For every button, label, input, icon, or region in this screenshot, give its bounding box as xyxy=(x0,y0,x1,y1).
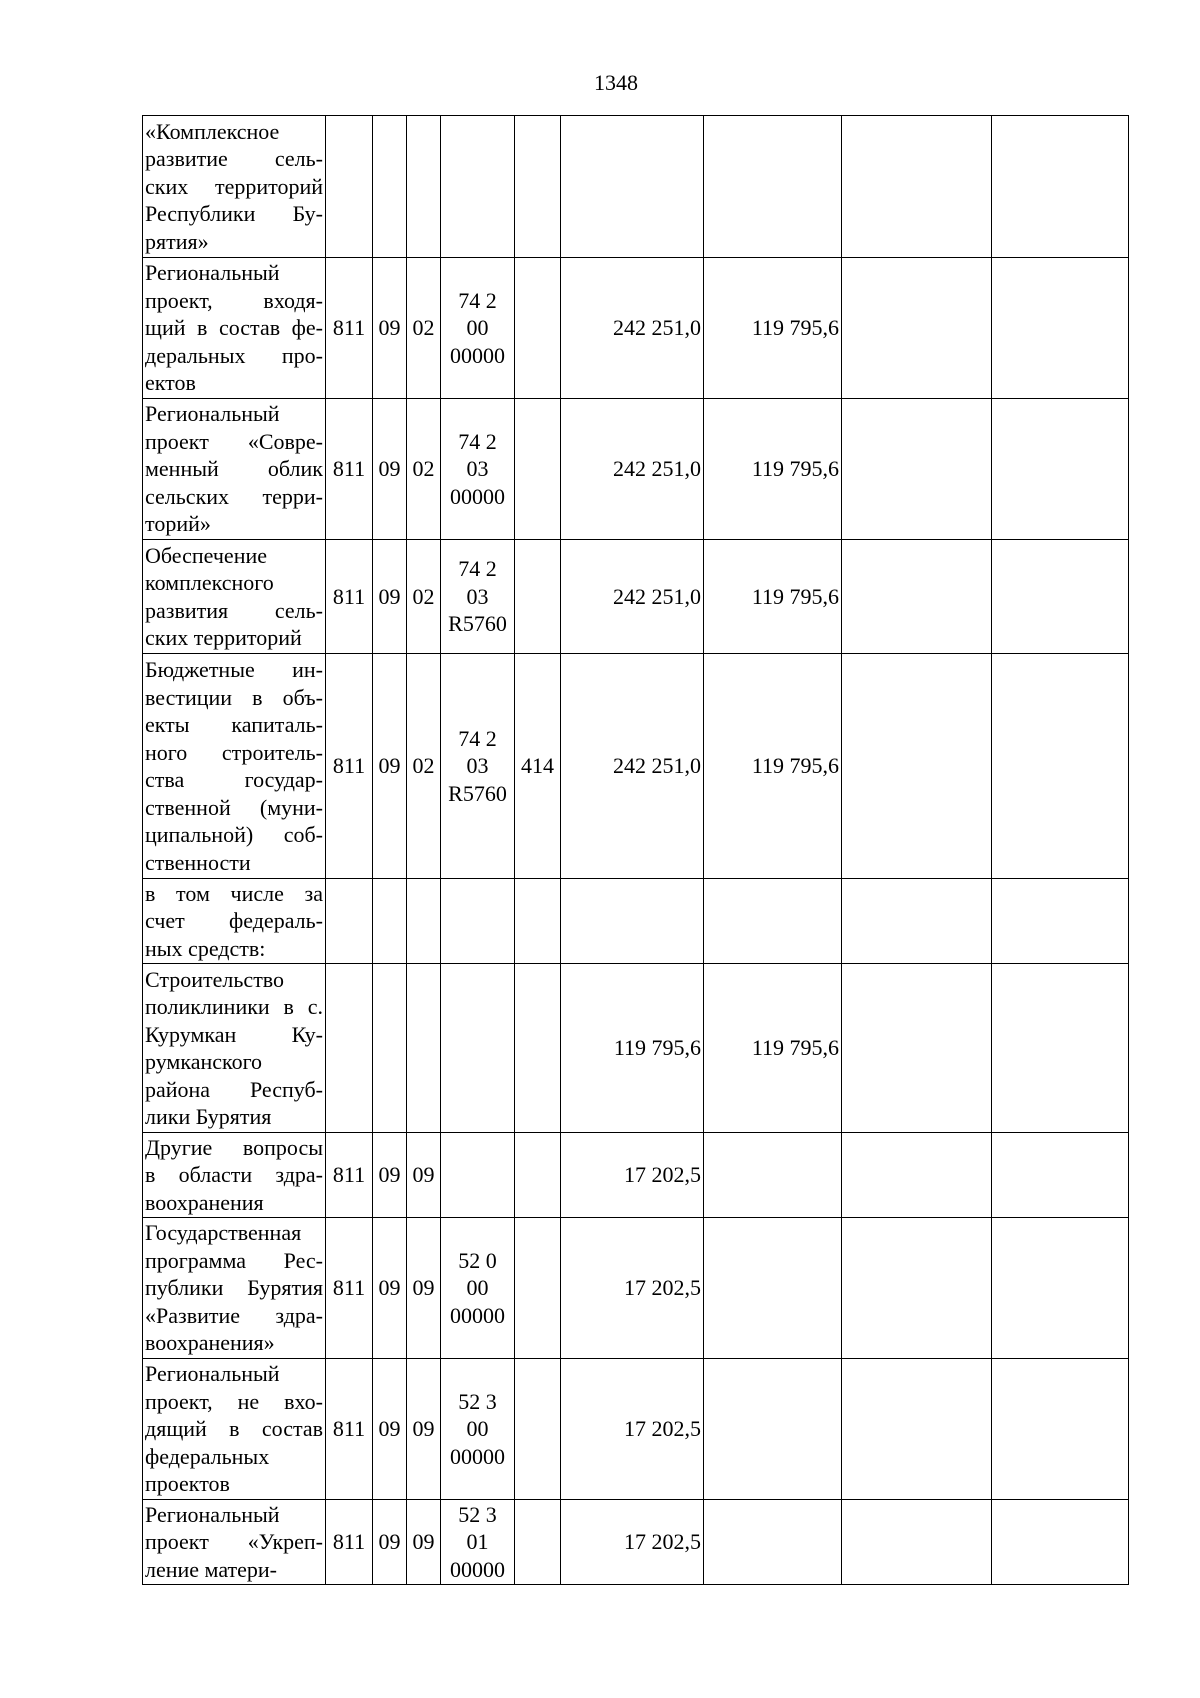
row-name-line: менный облик xyxy=(145,456,323,482)
expense-type-code xyxy=(515,879,561,964)
subsection-code: 02 xyxy=(407,258,441,399)
row-name xyxy=(143,1218,326,1359)
amount-1: 242 251,0 xyxy=(561,654,704,879)
expense-type-code xyxy=(515,116,561,258)
subsection-code: 09 xyxy=(407,1133,441,1218)
table-row xyxy=(143,540,1129,654)
ved-code: 811 xyxy=(326,1218,373,1359)
row-name-line: публики Бурятия xyxy=(145,1275,323,1301)
expense-type-code xyxy=(515,1218,561,1359)
amount-2 xyxy=(704,1133,842,1218)
amount-3 xyxy=(842,1500,992,1585)
section-code: 09 xyxy=(373,1500,407,1585)
row-name-line: федеральных xyxy=(145,1443,270,1469)
row-name-line: Региональный xyxy=(145,401,280,427)
amount-1: 17 202,5 xyxy=(561,1133,704,1218)
amount-3 xyxy=(842,258,992,399)
target-article-code xyxy=(441,116,515,258)
expense-type-code xyxy=(515,1133,561,1218)
section-code xyxy=(373,879,407,964)
row-name-line: программа Рес- xyxy=(145,1247,323,1273)
expense-type-code xyxy=(515,540,561,654)
table-row xyxy=(143,1218,1129,1359)
amount-1 xyxy=(561,116,704,258)
ved-code: 811 xyxy=(326,1359,373,1500)
row-name xyxy=(143,116,326,258)
row-name-line: проект, не вхо- xyxy=(145,1388,323,1414)
amount-3 xyxy=(842,116,992,258)
row-name-line: проект «Укреп- xyxy=(145,1529,323,1555)
section-code: 09 xyxy=(373,654,407,879)
target-article-code: 74 2 00 00000 xyxy=(441,258,515,399)
row-name-line: ципальной) соб- xyxy=(145,822,323,847)
row-name-line: поликлиники в с. xyxy=(145,994,323,1019)
amount-2 xyxy=(704,1500,842,1585)
subsection-code: 02 xyxy=(407,540,441,654)
amount-1: 17 202,5 xyxy=(561,1359,704,1500)
table-row xyxy=(143,1133,1129,1218)
amount-3 xyxy=(842,1133,992,1218)
row-name-line: ных средств: xyxy=(145,935,266,961)
row-name xyxy=(143,399,326,540)
row-name-line: рятия» xyxy=(145,228,209,254)
amount-4 xyxy=(992,399,1129,540)
subsection-code: 02 xyxy=(407,654,441,879)
row-name-line: дящий в состав xyxy=(145,1416,323,1442)
amount-1: 119 795,6 xyxy=(561,964,704,1133)
amount-3 xyxy=(842,540,992,654)
row-name-line: Региональный xyxy=(145,1361,280,1387)
row-name-line: Другие вопросы xyxy=(145,1134,323,1160)
target-article-code: 74 2 03 00000 xyxy=(441,399,515,540)
row-name-line: ственности xyxy=(145,849,251,875)
expense-type-code xyxy=(515,1359,561,1500)
row-name-line: екты капиталь- xyxy=(145,712,323,737)
row-name-line: воохранения xyxy=(145,1189,264,1215)
amount-2: 119 795,6 xyxy=(704,964,842,1133)
row-name-line: лики Бурятия xyxy=(145,1104,272,1129)
table-row xyxy=(143,964,1129,1133)
row-name-line: «Комплексное xyxy=(145,118,280,144)
row-name xyxy=(143,1359,326,1500)
section-code xyxy=(373,116,407,258)
amount-3 xyxy=(842,654,992,879)
section-code xyxy=(373,964,407,1133)
amount-4 xyxy=(992,258,1129,399)
row-name-line: в том числе за xyxy=(145,880,323,906)
ved-code xyxy=(326,879,373,964)
section-code: 09 xyxy=(373,1133,407,1218)
section-code: 09 xyxy=(373,1359,407,1500)
row-name xyxy=(143,964,326,1133)
target-article-code xyxy=(441,879,515,964)
target-article-code: 74 2 03 R5760 xyxy=(441,540,515,654)
row-name xyxy=(143,1500,326,1585)
row-name xyxy=(143,654,326,879)
amount-2 xyxy=(704,116,842,258)
row-name xyxy=(143,540,326,654)
row-name-line: Обеспечение xyxy=(145,542,267,568)
amount-1 xyxy=(561,879,704,964)
ved-code: 811 xyxy=(326,258,373,399)
row-name-line: развития сель- xyxy=(145,597,323,623)
section-code: 09 xyxy=(373,540,407,654)
amount-4 xyxy=(992,540,1129,654)
row-name-line: ектов xyxy=(145,370,196,396)
expense-type-code xyxy=(515,258,561,399)
row-name-line: Республики Бу- xyxy=(145,201,323,227)
expense-type-code: 414 xyxy=(515,654,561,879)
table-row xyxy=(143,116,1129,258)
table-row xyxy=(143,1359,1129,1500)
row-name-line: Бюджетные ин- xyxy=(145,657,323,682)
expense-type-code xyxy=(515,399,561,540)
row-name-line: комплексного xyxy=(145,570,274,595)
row-name-line: торий» xyxy=(145,511,211,537)
amount-2: 119 795,6 xyxy=(704,540,842,654)
row-name-line: ного строитель- xyxy=(145,739,323,765)
amount-4 xyxy=(992,654,1129,879)
amount-4 xyxy=(992,879,1129,964)
row-name-line: «Развитие здра- xyxy=(145,1302,323,1328)
subsection-code xyxy=(407,879,441,964)
amount-4 xyxy=(992,1359,1129,1500)
amount-1: 242 251,0 xyxy=(561,540,704,654)
amount-2: 119 795,6 xyxy=(704,258,842,399)
ved-code: 811 xyxy=(326,1500,373,1585)
row-name-line: щий в состав фе- xyxy=(145,315,323,341)
row-name-line: ских территорий xyxy=(145,173,323,199)
table-row xyxy=(143,258,1129,399)
row-name-line: района Респуб- xyxy=(145,1076,323,1102)
row-name-line: сельских терри- xyxy=(145,483,323,509)
ved-code xyxy=(326,116,373,258)
row-name-line: развитие сель- xyxy=(145,146,323,172)
subsection-code: 09 xyxy=(407,1359,441,1500)
amount-1: 242 251,0 xyxy=(561,258,704,399)
subsection-code: 09 xyxy=(407,1218,441,1359)
section-code: 09 xyxy=(373,258,407,399)
table-row xyxy=(143,399,1129,540)
row-name-line: ства государ- xyxy=(145,767,323,792)
amount-4 xyxy=(992,964,1129,1133)
amount-2 xyxy=(704,1359,842,1500)
row-name-line: проект «Совре- xyxy=(145,428,323,454)
row-name-line: ление матери- xyxy=(145,1556,277,1582)
amount-4 xyxy=(992,1500,1129,1585)
ved-code xyxy=(326,964,373,1133)
amount-3 xyxy=(842,1359,992,1500)
ved-code: 811 xyxy=(326,540,373,654)
target-article-code: 52 3 00 00000 xyxy=(441,1359,515,1500)
table-row xyxy=(143,1500,1129,1585)
budget-table xyxy=(142,115,1129,1585)
row-name-line: Региональный xyxy=(145,260,280,286)
page-number: 1348 xyxy=(594,70,638,95)
row-name-line: проектов xyxy=(145,1471,230,1497)
section-code: 09 xyxy=(373,399,407,540)
target-article-code xyxy=(441,964,515,1133)
amount-2 xyxy=(704,879,842,964)
amount-2: 119 795,6 xyxy=(704,399,842,540)
row-name-line: ственной (муни- xyxy=(145,794,323,820)
row-name xyxy=(143,1133,326,1218)
row-name-line: проект, входя- xyxy=(145,287,323,313)
ved-code: 811 xyxy=(326,399,373,540)
row-name-line: счет федераль- xyxy=(145,908,323,934)
target-article-code xyxy=(441,1133,515,1218)
section-code: 09 xyxy=(373,1218,407,1359)
target-article-code: 52 0 00 00000 xyxy=(441,1218,515,1359)
amount-4 xyxy=(992,116,1129,258)
expense-type-code xyxy=(515,964,561,1133)
row-name xyxy=(143,258,326,399)
subsection-code: 09 xyxy=(407,1500,441,1585)
amount-3 xyxy=(842,399,992,540)
target-article-code: 52 3 01 00000 xyxy=(441,1500,515,1585)
target-article-code: 74 2 03 R5760 xyxy=(441,654,515,879)
row-name xyxy=(143,879,326,964)
row-name-line: воохранения» xyxy=(145,1330,275,1356)
amount-2 xyxy=(704,1218,842,1359)
ved-code: 811 xyxy=(326,654,373,879)
subsection-code: 02 xyxy=(407,399,441,540)
subsection-code xyxy=(407,964,441,1133)
row-name-line: вестиции в объ- xyxy=(145,684,323,710)
row-name-line: румканского xyxy=(145,1049,263,1074)
row-name-line: деральных про- xyxy=(145,342,323,368)
amount-1: 17 202,5 xyxy=(561,1218,704,1359)
amount-4 xyxy=(992,1218,1129,1359)
row-name-line: Строительство xyxy=(145,966,285,992)
amount-4 xyxy=(992,1133,1129,1218)
amount-3 xyxy=(842,879,992,964)
amount-1: 17 202,5 xyxy=(561,1500,704,1585)
row-name-line: Государственная xyxy=(145,1220,302,1246)
row-name-line: в области здра- xyxy=(145,1162,323,1188)
amount-3 xyxy=(842,1218,992,1359)
table-row xyxy=(143,879,1129,964)
row-name-line: Курумкан Ку- xyxy=(145,1021,323,1047)
amount-2: 119 795,6 xyxy=(704,654,842,879)
amount-3 xyxy=(842,964,992,1133)
row-name-line: ских территорий xyxy=(145,625,302,650)
expense-type-code xyxy=(515,1500,561,1585)
ved-code: 811 xyxy=(326,1133,373,1218)
row-name-line: Региональный xyxy=(145,1501,280,1527)
subsection-code xyxy=(407,116,441,258)
amount-1: 242 251,0 xyxy=(561,399,704,540)
table-row xyxy=(143,654,1129,879)
